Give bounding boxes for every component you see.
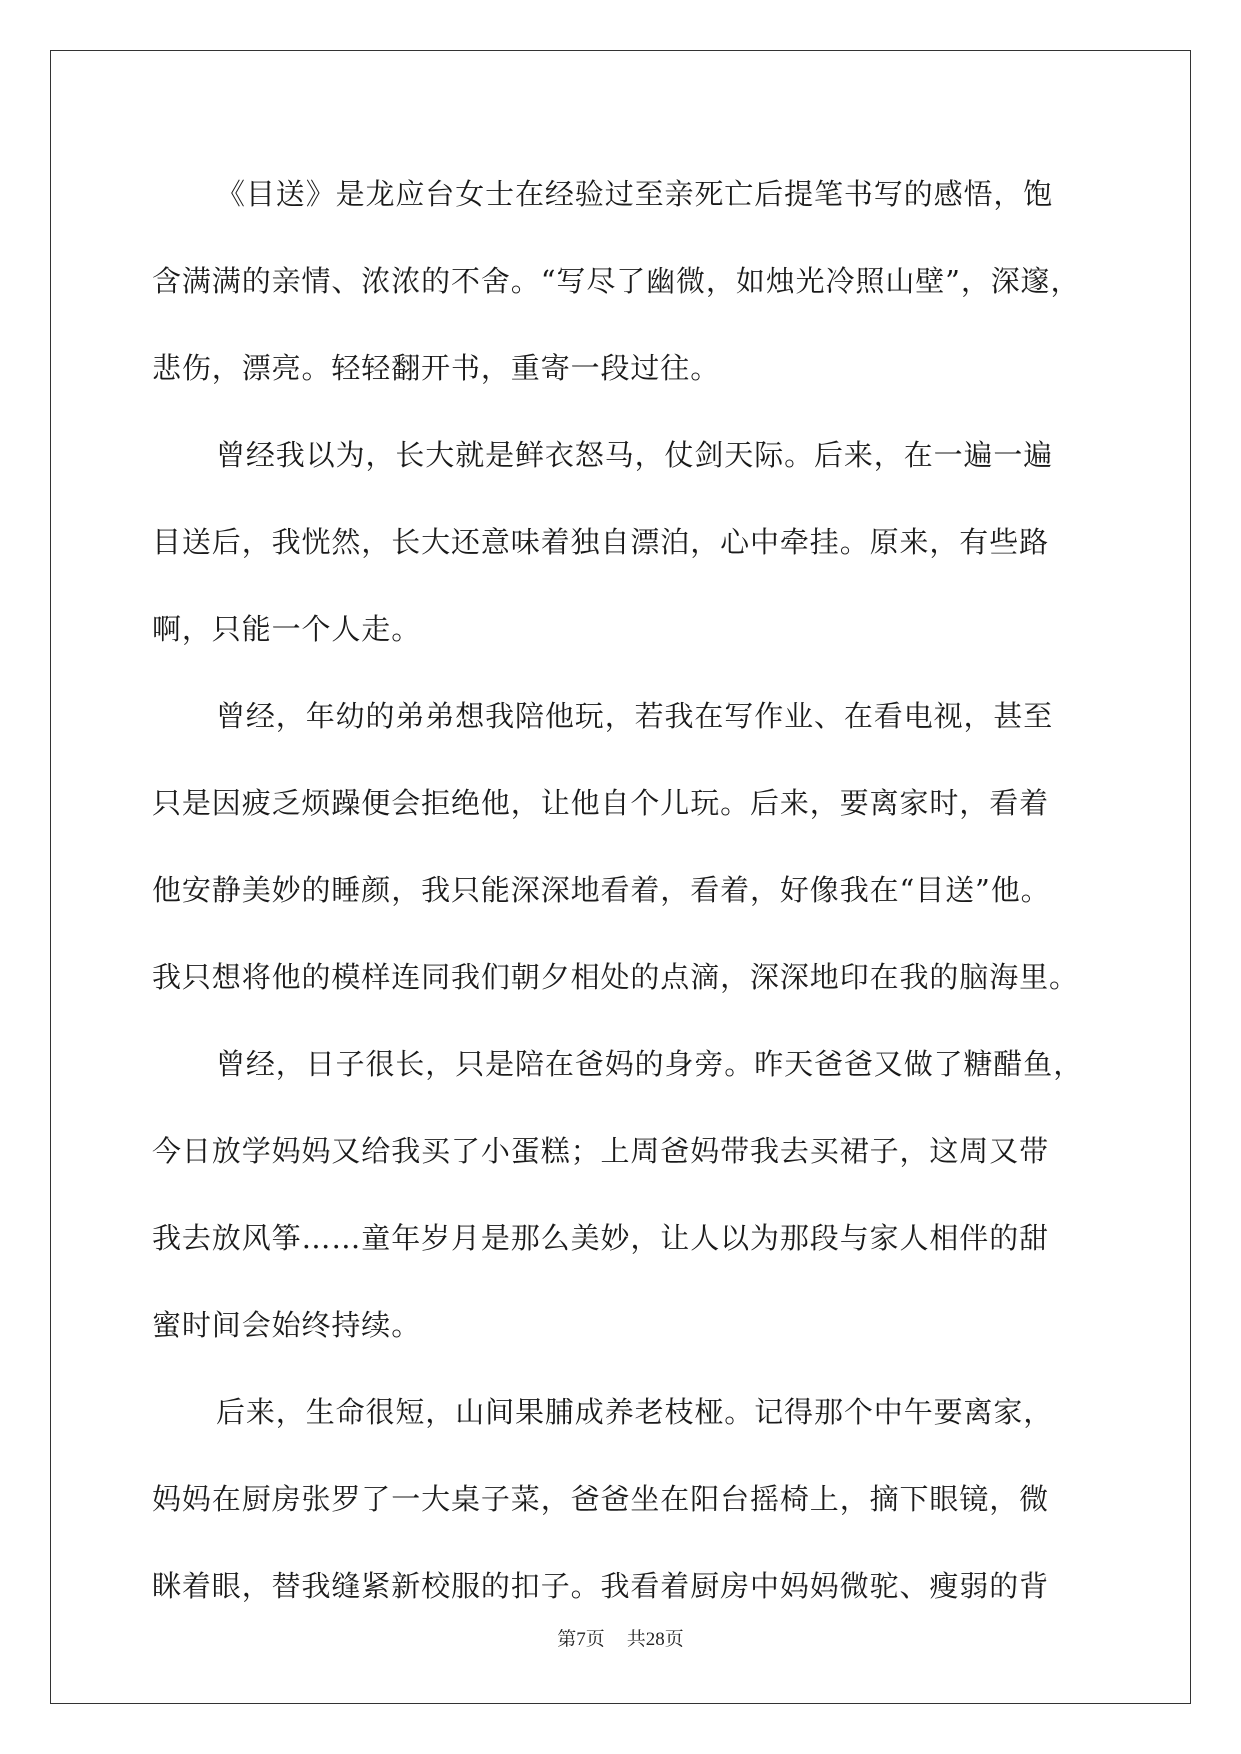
page-footer [0,1626,1241,1653]
text-line: 他安静美妙的睡颜，我只能深深地看着，看着，好像我在“目送”他。 [152,873,1051,907]
text-line: 目送后，我恍然，长大还意味着独自漂泊，心中牵挂。原来，有些路 [152,525,1050,559]
page-prefix: 第 [557,1628,577,1650]
total-suffix: 页 [664,1628,684,1650]
document-body [152,160,1082,1639]
page-number [557,1628,605,1650]
text-line: 今日放学妈妈又给我买了小蛋糕；上周爸妈带我去买裙子，这周又带 [152,1134,1050,1168]
text-line: 《目送》是龙应台女士在经验过至亲死亡后提笔书写的感悟，饱 [216,177,1054,211]
total-prefix: 共 [626,1628,646,1650]
text-line: 含满满的亲情、浓浓的不舍。“写尽了幽微，如烛光冷照山壁”，深邃， [152,264,1081,298]
text-line: 蜜时间会始终持续。 [152,1308,422,1342]
text-line: 曾经，日子很长，只是陪在爸妈的身旁。昨天爸爸又做了糖醋鱼， [216,1047,1084,1081]
total-count: 28 [645,1629,665,1650]
text-line: 眯着眼，替我缝紧新校服的扣子。我看着厨房中妈妈微驼、瘦弱的背 [152,1569,1050,1603]
page-total [627,1628,684,1650]
text-line: 曾经，年幼的弟弟想我陪他玩，若我在写作业、在看电视，甚至 [216,699,1054,733]
text-line: 只是因疲乏烦躁便会拒绝他，让他自个儿玩。后来，要离家时，看着 [152,786,1050,820]
text-line: 妈妈在厨房张罗了一大桌子菜，爸爸坐在阳台摇椅上，摘下眼镜，微 [152,1482,1050,1516]
page-current: 7 [576,1629,586,1650]
text-line: 我只想将他的模样连同我们朝夕相处的点滴，深深地印在我的脑海里。 [152,960,1079,994]
text-line: 曾经我以为，长大就是鲜衣怒马，仗剑天际。后来，在一遍一遍 [216,438,1054,472]
text-line: 后来，生命很短，山间果脯成养老枝桠。记得那个中午要离家， [216,1395,1054,1429]
page-suffix: 页 [585,1628,605,1650]
text-line: 啊，只能一个人走。 [152,612,422,646]
text-line: 我去放风筝……童年岁月是那么美妙，让人以为那段与家人相伴的甜 [152,1221,1050,1255]
text-line: 悲伤，漂亮。轻轻翻开书，重寄一段过往。 [152,351,721,385]
